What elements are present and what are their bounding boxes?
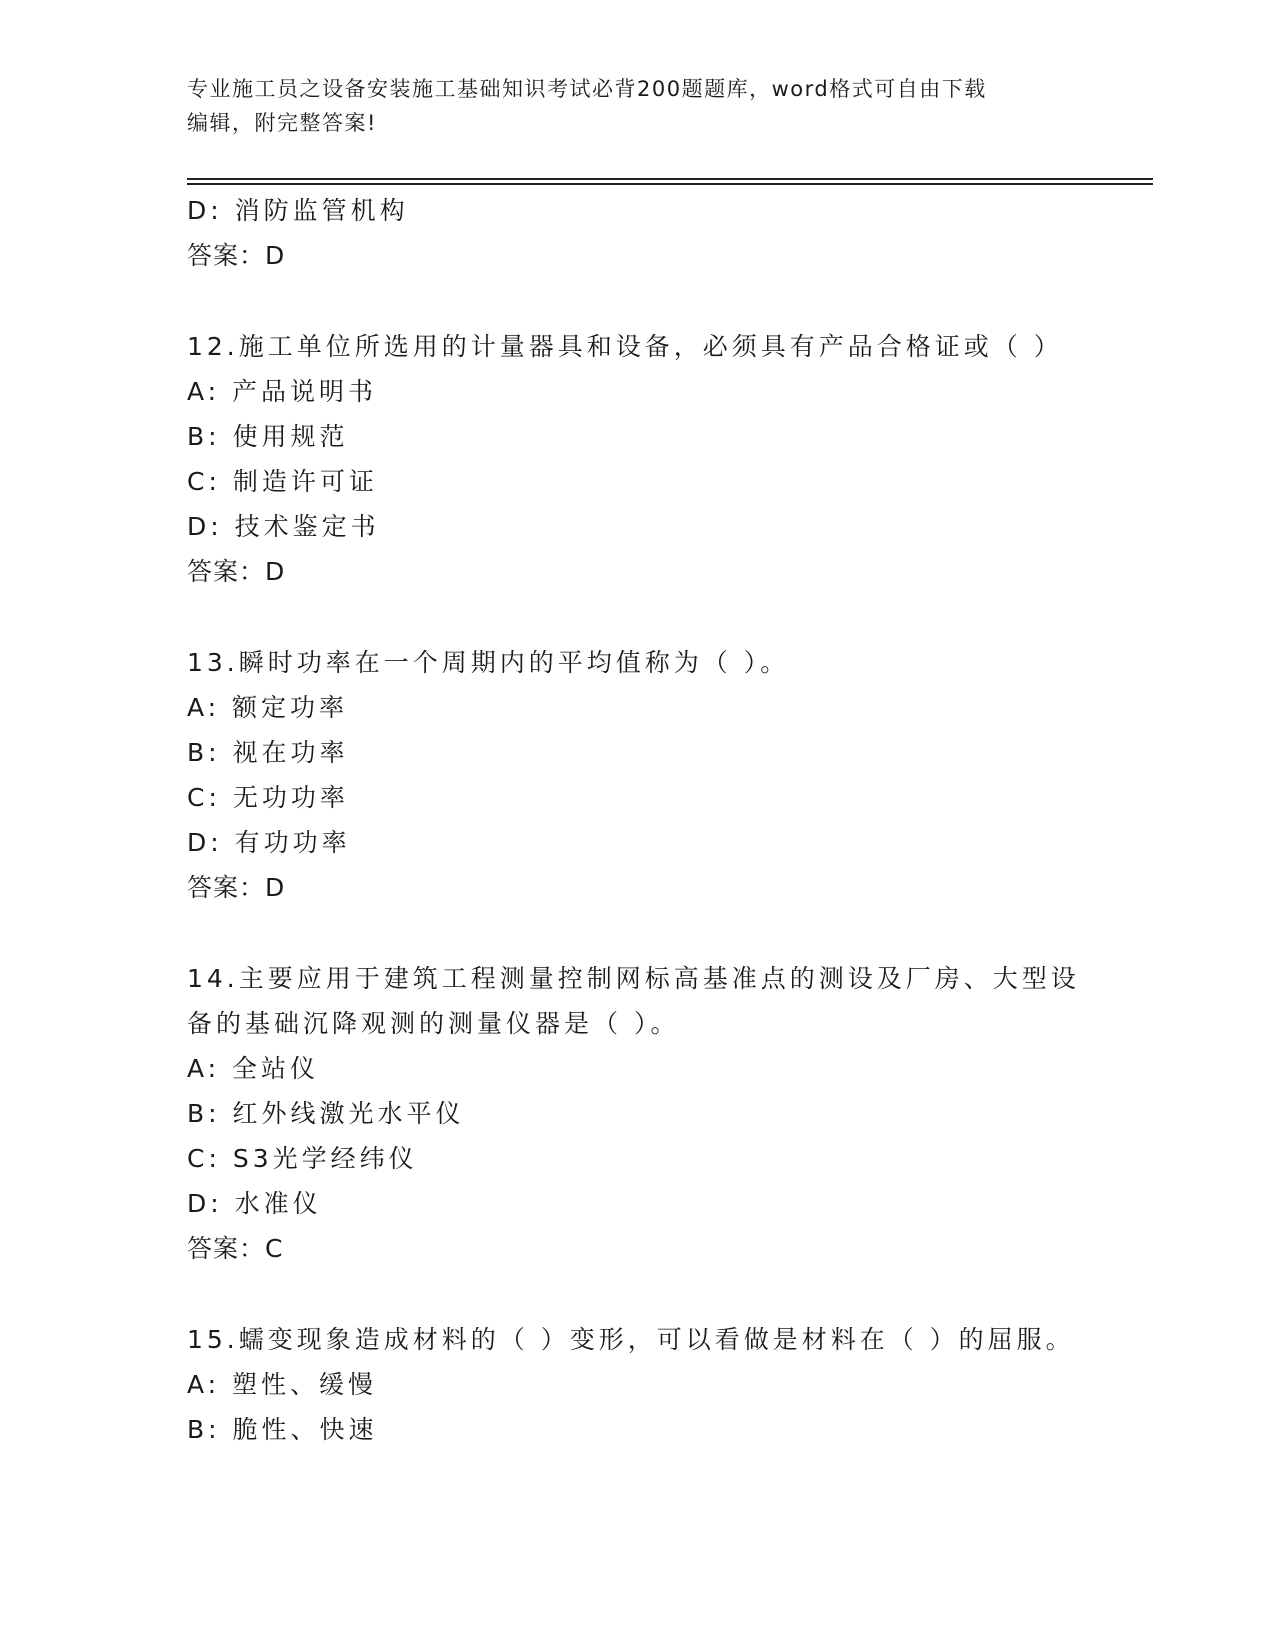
answer-line: 答案：D bbox=[187, 873, 286, 902]
option-d: D: 技术鉴定书 bbox=[187, 512, 380, 541]
option-b: B: 使用规范 bbox=[187, 422, 349, 451]
spacer bbox=[187, 594, 1107, 640]
question-15-stem: 15.蠕变现象造成材料的（ ）变形，可以看做是材料在（ ）的屈服。 bbox=[187, 1325, 1075, 1354]
question-14-stem-line-1: 14.主要应用于建筑工程测量控制网标高基准点的测设及厂房、大型设 bbox=[187, 964, 1080, 993]
header-line-2: 编辑，附完整答案! bbox=[187, 111, 377, 135]
header-divider-top bbox=[187, 178, 1153, 180]
question-12-stem: 12.施工单位所选用的计量器具和设备，必须具有产品合格证或（ ） bbox=[187, 332, 1063, 361]
option-a: A: 产品说明书 bbox=[187, 377, 378, 406]
spacer bbox=[187, 1271, 1107, 1317]
option-d: D: 水准仪 bbox=[187, 1189, 322, 1218]
header-divider-bottom bbox=[187, 183, 1153, 185]
document-header bbox=[187, 72, 1067, 140]
option-a: A: 全站仪 bbox=[187, 1054, 320, 1083]
question-13-stem: 13.瞬时功率在一个周期内的平均值称为（ ）。 bbox=[187, 648, 790, 677]
option-a: A: 额定功率 bbox=[187, 693, 349, 722]
option-b: B: 红外线激光水平仪 bbox=[187, 1099, 465, 1128]
option-c: C: 无功功率 bbox=[187, 783, 349, 812]
header-line-1: 专业施工员之设备安装施工基础知识考试必背200题题库，word格式可自由下载 bbox=[187, 77, 987, 101]
answer-line: 答案：D bbox=[187, 241, 286, 270]
question-14-stem-line-2: 备的基础沉降观测的测量仪器是（ ）。 bbox=[187, 1009, 680, 1038]
option-d: D: 消防监管机构 bbox=[187, 196, 409, 225]
option-b: B: 视在功率 bbox=[187, 738, 349, 767]
answer-line: 答案：C bbox=[187, 1234, 284, 1263]
option-b: B: 脆性、快速 bbox=[187, 1415, 378, 1444]
option-a: A: 塑性、缓慢 bbox=[187, 1370, 378, 1399]
answer-line: 答案：D bbox=[187, 557, 286, 586]
question-content bbox=[187, 188, 1107, 1452]
option-c: C: 制造许可证 bbox=[187, 467, 378, 496]
spacer bbox=[187, 910, 1107, 956]
option-d: D: 有功功率 bbox=[187, 828, 351, 857]
option-c: C: S3光学经纬仪 bbox=[187, 1144, 418, 1173]
spacer bbox=[187, 278, 1107, 324]
